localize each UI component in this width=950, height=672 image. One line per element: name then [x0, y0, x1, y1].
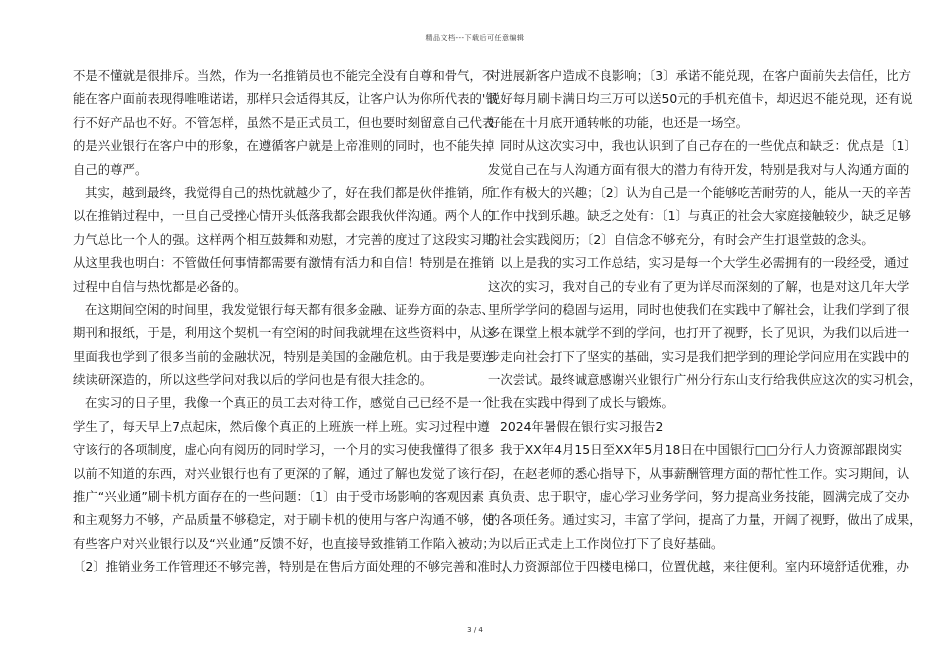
text-line: 好能在十月底开通转帐的功能，也还是一场空。	[488, 114, 749, 130]
text-line: 从这里我也明白：不管做任何事情都需要有激情有活力和自信！特别是在推销	[73, 255, 495, 271]
text-line: 的各项任务。通过实习，丰富了学问，提高了力量，开阔了视野，做出了成果，	[488, 512, 922, 528]
text-line: 这次的实习，我对自己的专业有了更为详尽而深刻的了解，也是对这几年大学	[488, 278, 910, 294]
text-line: 真负责、忠于职守，虚心学习业务学问，努力提高业务技能，圆满完成了交办	[488, 489, 910, 505]
text-line: 发觉自己在与人沟通方面有很大的潜力有待开发，特别是我对与人沟通方面的	[488, 161, 910, 177]
text-line: 在实习的日子里，我像一个真正的员工去对待工作，感觉自己已经不是一个	[85, 395, 494, 411]
text-line: 步走向社会打下了坚实的基础，实习是我们把学到的理论学问应用在实践中的	[488, 348, 910, 364]
text-line: 工作有极大的兴趣；〔2〕认为自己是一个能够吃苦耐劳的人，能从一天的辛苦	[488, 184, 911, 200]
text-line: 自己的尊严。	[73, 161, 148, 177]
text-line: 让我在实践中得到了成长与锻炼。	[488, 395, 674, 411]
text-line: 为以后正式走上工作岗位打下了良好基础。	[488, 535, 724, 551]
text-line: 以前不知道的东西，对兴业银行也有了更深的了解，通过了解也发觉了该行在	[73, 465, 495, 481]
text-line: 学生了，每天早上7点起床，然后像个真正的上班族一样上班。实习过程中遵	[73, 418, 490, 434]
text-line: 推广“兴业通”刷卡机方面存在的一些问题：〔1〕由于受市场影响的客观因素	[73, 489, 485, 505]
text-line: 里所学学问的稳固与运用，同时也使我们在实践中了解社会，让我们学到了很	[488, 301, 910, 317]
text-line: 我于XX年4月15日至XX年5月18日在中国银行□□分行人力资源部跟岗实	[500, 442, 903, 458]
text-line: 以在推销过程中，一旦自己受挫心情开头低落我都会跟我伙伴沟通。两个人的	[73, 208, 495, 224]
text-line: 说好每月刷卡满日均三万可以送50元的手机充值卡，却迟迟不能兑现，还有说	[488, 91, 913, 107]
page-number: 3 / 4	[467, 626, 483, 634]
text-line: 不是不懂就是很排斥。当然，作为一名推销员也不能完全没有自尊和骨气，不	[73, 68, 495, 83]
text-line: 里面我也学到了很多当前的金融状况，特别是美国的金融危机。由于我是要连	[73, 348, 495, 364]
text-line: 〔2〕推销业务工作管理还不够完善，特别是在售后方面处理的不够完善和准时，	[73, 559, 515, 575]
text-line: 其实，越到最终，我觉得自己的热忱就越少了，好在我们都是伙伴推销，所	[85, 184, 494, 200]
text-line: 能在客户面前表现得唯唯诺诺，那样只会适得其反，让客户认为你所代表的'银	[73, 91, 498, 107]
text-line: 的是兴业银行在客户中的形象，在遵循客户就是上帝准则的同时，也不能失掉	[73, 138, 495, 154]
text-line: 和主观努力不够，产品质量不够稳定，对于刷卡机的使用与客户沟通不够，使	[73, 512, 495, 528]
text-line: 对进展新客户造成不良影响；〔3〕承诺不能兑现，在客户面前失去信任，比方	[488, 68, 911, 83]
text-line: 过程中自信与热忱都是必备的。	[73, 278, 247, 294]
text-line: 有些客户对兴业银行以及“兴业通”反馈不好，也直接导致推销工作陷入被动；	[73, 535, 495, 551]
text-line: 守该行的各项制度，虚心向有阅历的同时学习，一个月的实习使我懂得了很多	[73, 442, 495, 458]
text-line: 期刊和报纸，于是，利用这个契机一有空闲的时间我就埋在这些资料中，从这	[73, 325, 495, 341]
left-column	[73, 64, 515, 579]
text-line: 续读研深造的，所以这些学问对我以后的学问也是有很大挂念的。	[73, 372, 433, 388]
text-line: 习，在赵老师的悉心指导下，从事薪酬管理方面的帮忙性工作。实习期间，认	[488, 465, 910, 481]
text-line: 多在课堂上根本就学不到的学问，也打开了视野，长了见识，为我们以后进一	[488, 325, 910, 341]
text-line: 力气总比一个人的强。这样两个相互鼓舞和劝慰，才完善的度过了这段实习期。	[73, 231, 507, 247]
page-header: 精品文档---下载后可任意编辑	[425, 34, 525, 42]
right-column	[488, 64, 922, 579]
text-line: 人力资源部位于四楼电梯口，位置优越，来往便利。室内环境舒适优雅，办	[500, 559, 909, 575]
section-heading: 2024年暑假在银行实习报告2	[500, 418, 664, 434]
text-line: 的社会实践阅历；〔2〕自信念不够充分，有时会产生打退堂鼓的念头。	[488, 231, 874, 247]
text-line: 一次尝试。最终诚意感谢兴业银行广州分行东山支行给我供应这次的实习机会，	[488, 372, 922, 388]
text-line: 以上是我的实习工作总结，实习是每一个大学生必需拥有的一段经受，通过	[500, 255, 909, 271]
text-line: 工作中找到乐趣。缺乏之处有：〔1〕与真正的社会大家庭接触较少，缺乏足够	[488, 208, 911, 224]
text-line: 同时从这次实习中，我也认识到了自己存在的一些优点和缺乏：优点是〔1〕	[500, 138, 917, 154]
text-line: 在这期间空闲的时间里，我发觉银行每天都有很多金融、证券方面的杂志、	[85, 301, 494, 317]
text-line: 行不好产品也不好。不管怎样，虽然不是正式员工，但也要时刻留意自己代表	[73, 114, 495, 130]
